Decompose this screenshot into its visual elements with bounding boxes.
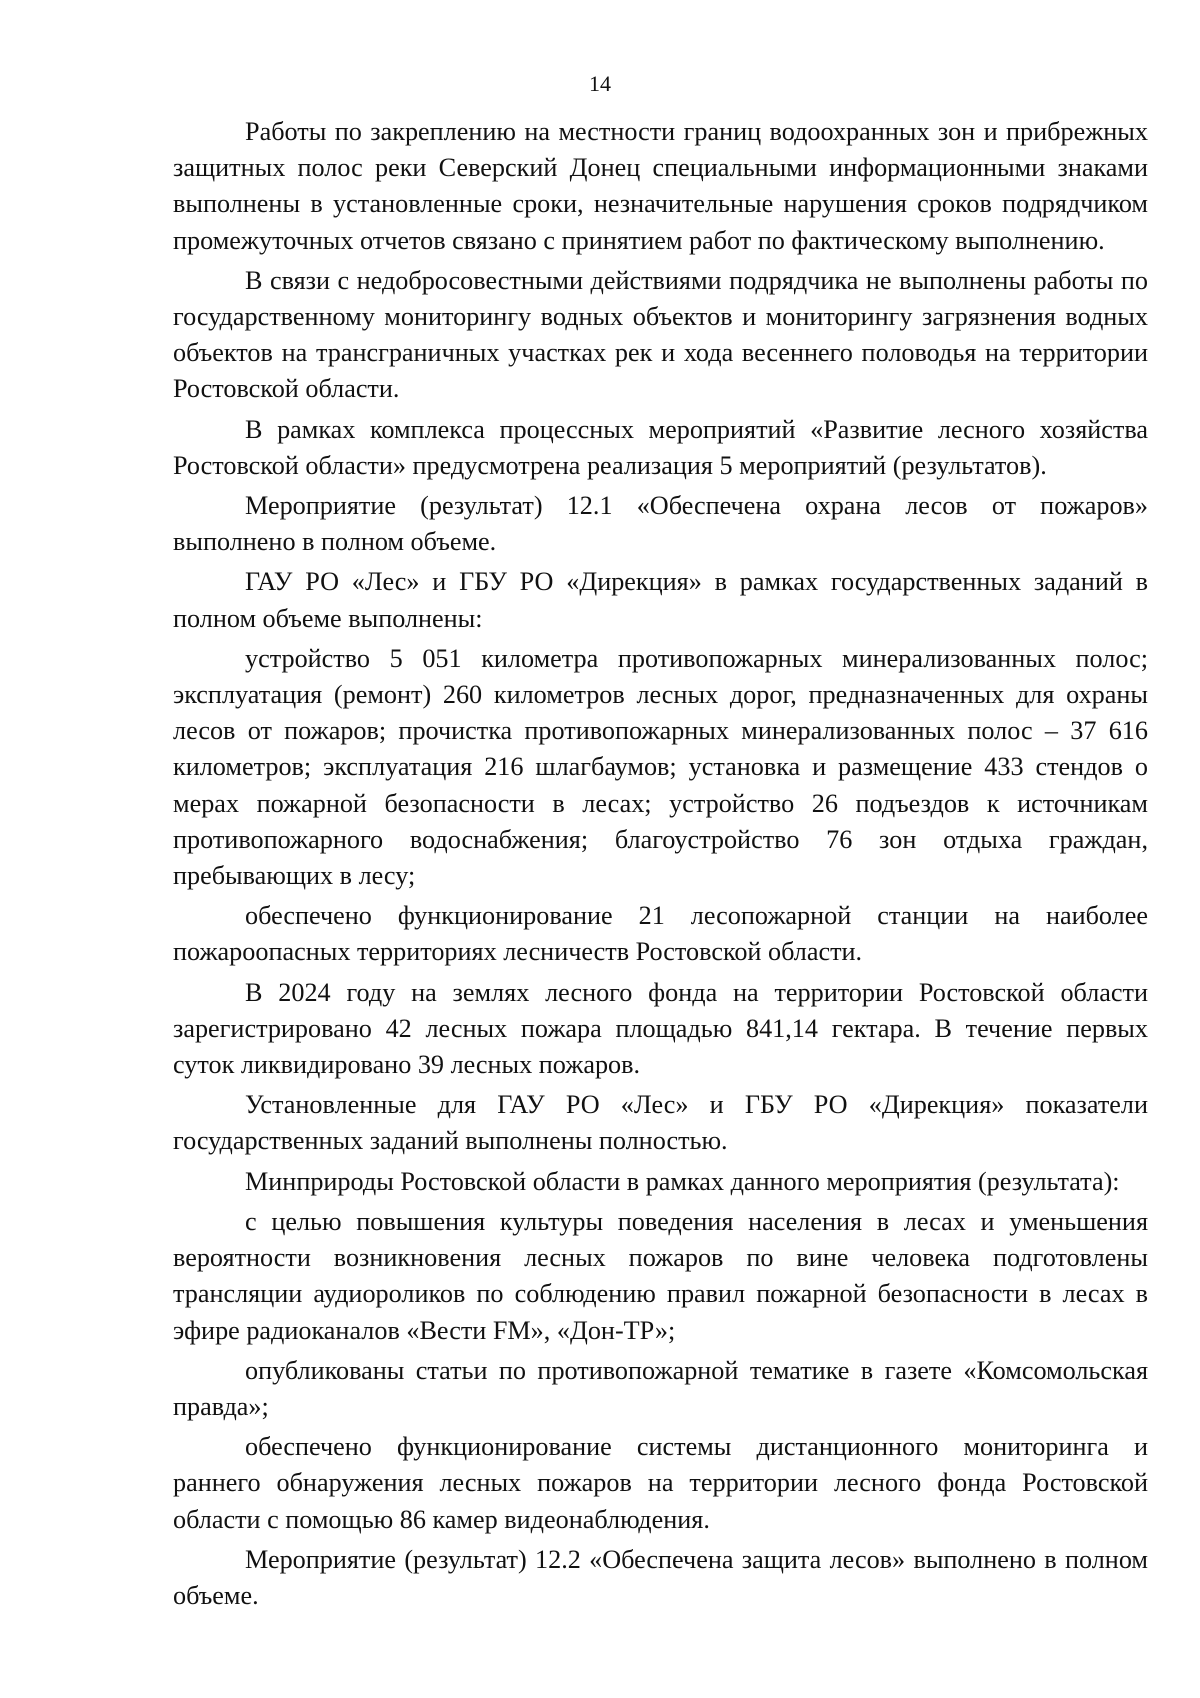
- paragraph-ministry-intro: Минприроды Ростовской области в рамках данного мероприятия (результата):: [245, 1166, 1120, 1196]
- paragraph-fire-stations: обеспечено функционирование 21 лесопожарной станции на наиболее пожароопасных территориях лесничеств Ростовской области.: [173, 901, 1148, 967]
- paragraph-fires-2024: В 2024 году на землях лесного фонда на территории Ростовской области зарегистрировано 42 лесных пожара площадью 841,14 гектара. В течение первых суток ликвидировано 39 лесных пожаров.: [173, 977, 1148, 1080]
- document-body: [173, 114, 1148, 1614]
- paragraph-boundary-marking: Работы по закреплению на местности границ водоохранных зон и прибрежных защитных полос реки Северский Донец специальными информационными знаками выполнены в установленные сроки, незначительные нарушения сроков подрядчиком промежуточных отчетов связано с принятием работ по фактическому выполнению.: [173, 117, 1148, 255]
- paragraph-forestry-complex: В рамках комплекса процессных мероприятий «Развитие лесного хозяйства Ростовской области» предусмотрена реализация 5 мероприятий (результатов).: [173, 414, 1148, 480]
- paragraph-state-tasks-intro: ГАУ РО «Лес» и ГБУ РО «Дирекция» в рамках государственных заданий в полном объеме выполнены:: [173, 567, 1148, 633]
- paragraph-measure-12-2: Мероприятие (результат) 12.2 «Обеспечена защита лесов» выполнено в полном объеме.: [173, 1544, 1148, 1610]
- paragraph-measure-12-1: Мероприятие (результат) 12.1 «Обеспечена охрана лесов от пожаров» выполнено в полном объеме.: [173, 491, 1148, 557]
- page-number: 14: [589, 71, 611, 96]
- paragraph-indicators-met: Установленные для ГАУ РО «Лес» и ГБУ РО «Дирекция» показатели государственных заданий выполнены полностью.: [173, 1090, 1148, 1156]
- paragraph-fire-prevention-works: устройство 5 051 километра противопожарных минерализованных полос; эксплуатация (ремонт) 260 километров лесных дорог, предназначенных для охраны лесов от пожаров; прочистка противопожарных минерализованных полос – 37 616 километров; эксплуатация 216 шлагбаумов; установка и размещение 433 стендов о мерах пожарной безопасности в лесах; устройство 26 подъездов к источникам противопожарного водоснабжения; благоустройство 76 зон отдыха граждан, пребывающих в лесу;: [173, 643, 1148, 891]
- paragraph-newspaper-articles: опубликованы статьи по противопожарной тематике в газете «Комсомольская правда»;: [173, 1355, 1148, 1421]
- paragraph-monitoring-not-done: В связи с недобросовестными действиями подрядчика не выполнены работы по государственному мониторингу водных объектов и мониторингу загрязнения водных объектов на трансграничных участках рек и хода весеннего половодья на территории Ростовской области.: [173, 265, 1148, 404]
- paragraph-audio-broadcasts: с целью повышения культуры поведения населения в лесах и уменьшения вероятности возникновения лесных пожаров по вине человека подготовлены трансляции аудиороликов по соблюдению правил пожарной безопасности в лесах в эфире радиоканалов «Вести FM», «Дон-ТР»;: [173, 1206, 1148, 1345]
- paragraph-video-monitoring: обеспечено функционирование системы дистанционного мониторинга и раннего обнаружения лесных пожаров на территории лесного фонда Ростовской области с помощью 86 камер видеонаблюдения.: [173, 1432, 1148, 1534]
